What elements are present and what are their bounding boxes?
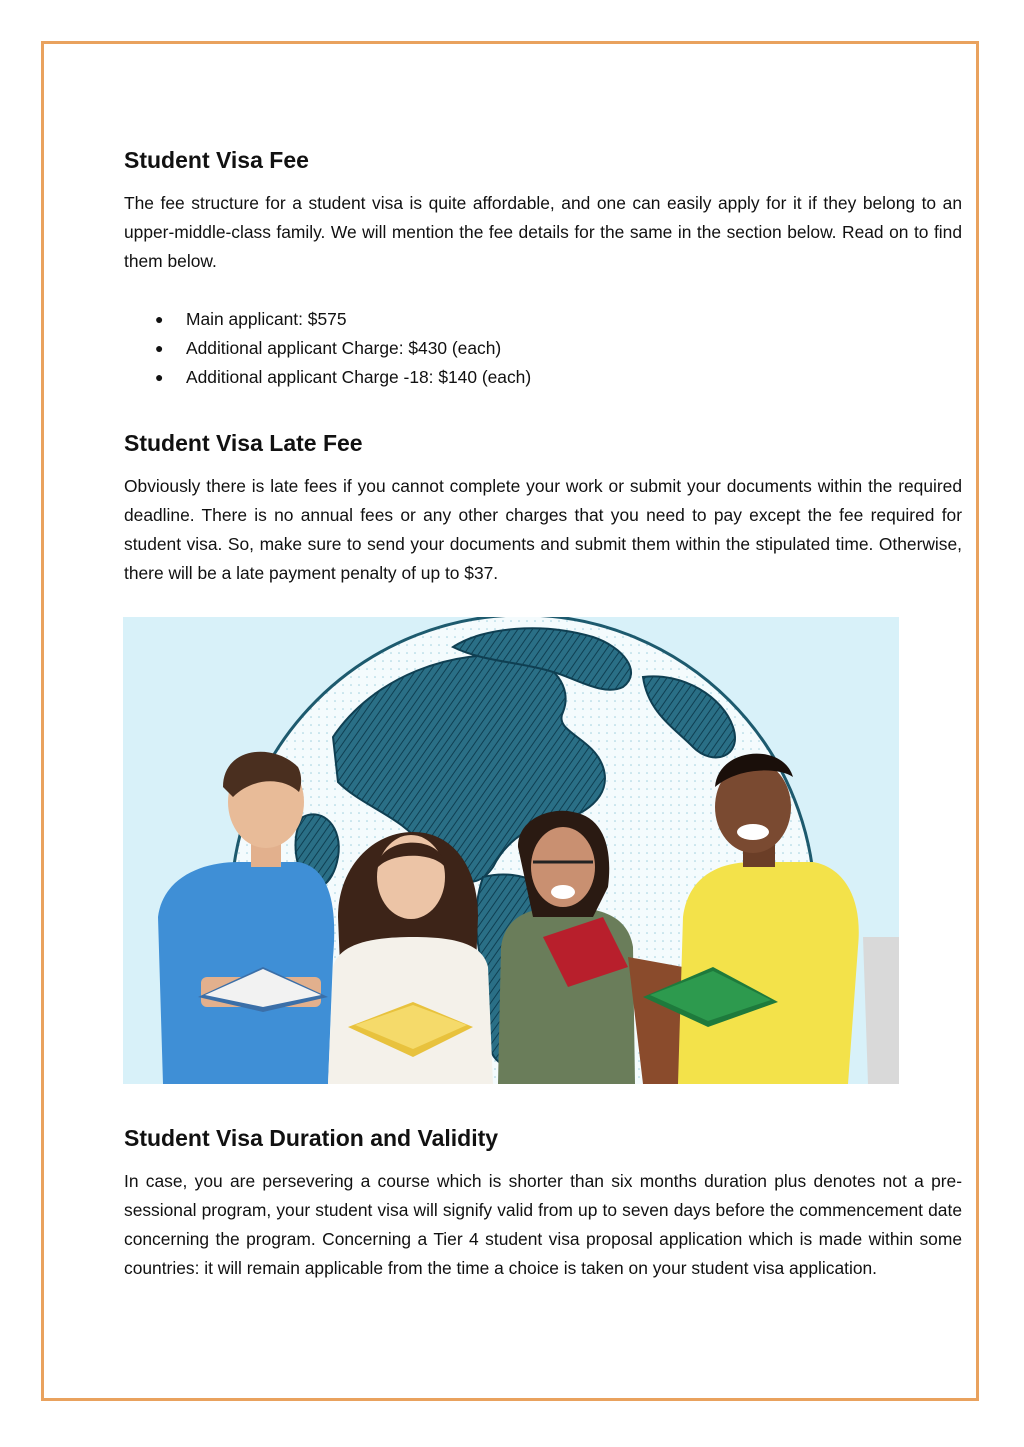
duration-heading: Student Visa Duration and Validity	[124, 1125, 499, 1151]
duration-body: In case, you are persevering a course which is shorter than six months duration plus denotes not a pre-sessional program, your student visa will signify valid from up to seven days before the commencement date concerning the program. Concerning a Tier 4 student visa proposal application which is made within some countries: it will remain applicable from the time a choice is taken on your student visa application.	[124, 1171, 962, 1278]
fee-item-main: ● Main applicant: $575	[124, 305, 962, 334]
student-white-top	[328, 832, 493, 1084]
fee-item-additional-minor: ● Additional applicant Charge -18: $140 (each)	[124, 363, 962, 392]
late-fee-section	[124, 428, 962, 588]
fee-list	[124, 305, 962, 392]
late-fee-body: Obviously there is late fees if you cannot complete your work or submit your documents within the required deadline. There is no annual fees or any other charges that you need to pay except the fee required for student visa. So, make sure to send your documents and submit them within the stipulated time. Otherwise, there will be a late payment penalty of up to $37.	[124, 476, 962, 583]
bullet-icon: ●	[155, 369, 164, 385]
fee-intro: The fee structure for a student visa is quite affordable, and one can easily apply for it if they belong to an upper-middle-class family. We will mention the fee details for the same in the section below. Read on to find them below.	[124, 193, 962, 271]
students-globe-image	[123, 617, 899, 1084]
bullet-icon: ●	[155, 311, 164, 327]
duration-section	[124, 1123, 962, 1283]
fee-item-additional: ● Additional applicant Charge: $430 (each)	[124, 334, 962, 363]
fee-section	[124, 145, 962, 392]
bullet-icon: ●	[155, 340, 164, 356]
late-fee-heading: Student Visa Late Fee	[124, 430, 363, 456]
fee-heading: Student Visa Fee	[124, 147, 309, 173]
